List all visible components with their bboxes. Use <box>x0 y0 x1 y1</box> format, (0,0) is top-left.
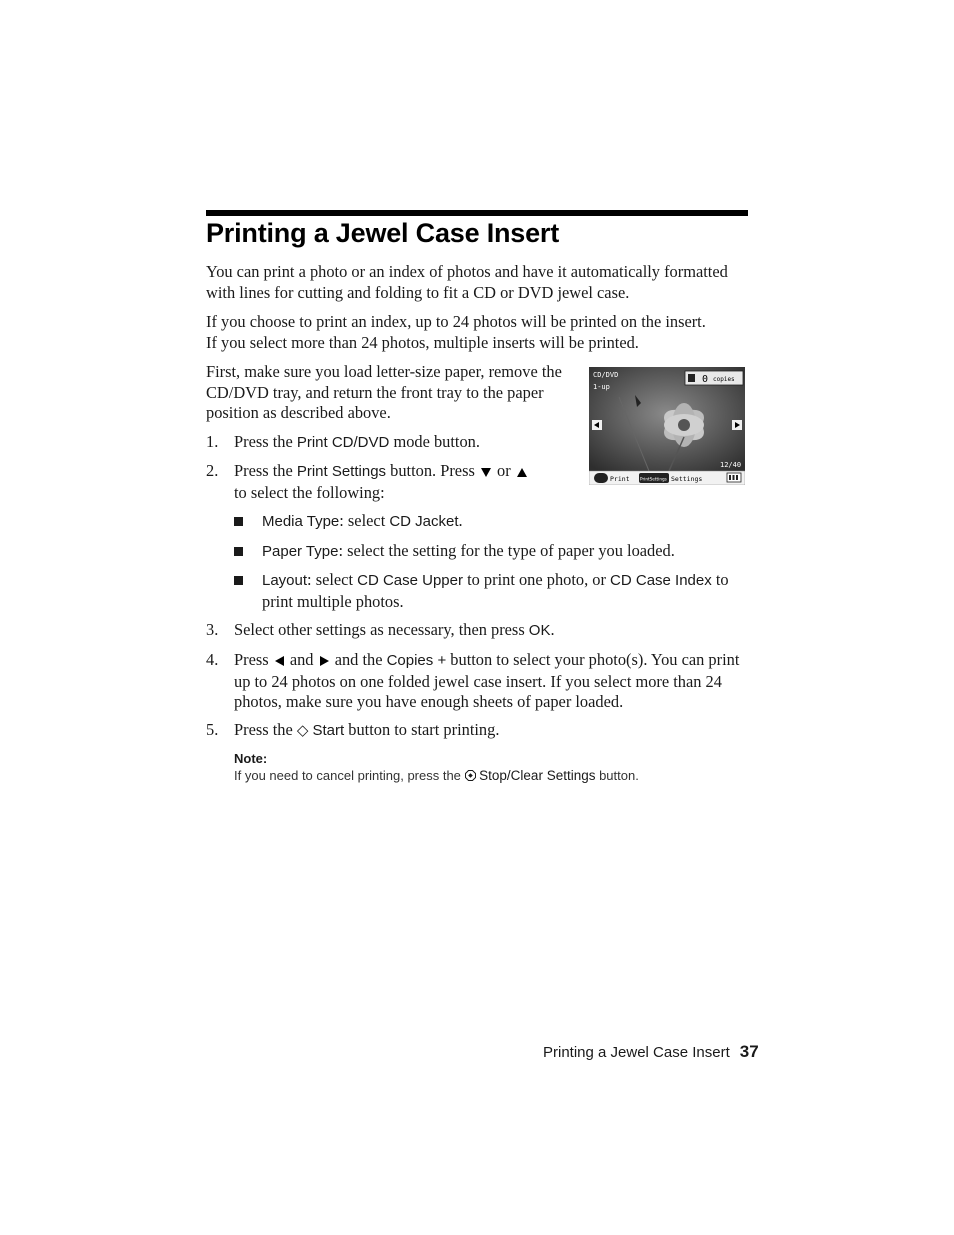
intro-paragraph-1 <box>206 262 728 303</box>
ui-term: Start <box>312 722 345 739</box>
intro-paragraph-2 <box>206 312 706 353</box>
footer-title: Printing a Jewel Case Insert <box>543 1044 730 1061</box>
step-number: 4. <box>206 650 219 669</box>
lcd-counter: 12/40 <box>720 461 742 469</box>
text-line: If you select more than 24 photos, multiple inserts will be printed. <box>206 332 639 352</box>
text-line: You can print a photo or an index of photos and have it automatically formatted <box>206 262 728 281</box>
lcd-print-label: Print <box>610 475 630 483</box>
text-line: position as described above. <box>206 403 391 422</box>
page-title: Printing a Jewel Case Insert <box>206 218 560 248</box>
print-settings-button-text: PrintSettings <box>640 476 667 482</box>
text-line: First, make sure you load letter-size paper, remove the <box>206 362 562 381</box>
left-arrow-icon <box>275 656 284 666</box>
ui-term: Copies + <box>386 652 447 669</box>
page-footer <box>543 1042 780 1062</box>
bullet-text: Layout: select CD Case Upper to print one photo, or CD Case Index to print multiple photos. <box>262 570 729 611</box>
step-text: Press the ◇ Start button to start printing. <box>234 720 500 739</box>
ui-term: Print CD/DVD <box>296 434 390 451</box>
bullet-square-icon <box>234 576 243 585</box>
copies-arrows-icon <box>688 374 695 382</box>
step-text: Press and and the Copies + button to select your photo(s). You can print up to 24 photos on one folded jewel case insert. If you select more than 24 photos, make sure you have enough sheets of paper loaded. <box>234 650 740 711</box>
note-label: Note: <box>234 751 268 766</box>
step-number: 5. <box>206 720 219 739</box>
note-text: If you need to cancel printing, press the Stop/Clear Settings button. <box>234 768 639 783</box>
ui-term: Print Settings <box>296 463 387 480</box>
copies-value: 0 <box>702 374 709 385</box>
start-button-icon <box>594 473 608 483</box>
start-diamond-icon: ◇ <box>296 722 309 739</box>
heading-rule <box>206 210 748 216</box>
step-text: Press the Print Settings button. Press or to select the following: <box>234 461 529 503</box>
ui-term: OK <box>528 622 551 639</box>
stop-icon <box>465 770 476 781</box>
step-number: 1. <box>206 432 219 451</box>
step-text: Press the Print CD/DVD mode button. <box>234 432 480 451</box>
text-line: If you choose to print an index, up to 24 photos will be printed on the insert. <box>206 312 706 331</box>
right-arrow-icon <box>320 656 329 666</box>
bullet-text: Media Type: select CD Jacket. <box>262 511 463 530</box>
lcd-settings-label: Settings <box>671 475 703 483</box>
text-line: with lines for cutting and folding to fit a CD or DVD jewel case. <box>206 282 630 302</box>
lcd-layout-text: 1-up <box>593 383 610 391</box>
step-text: Select other settings as necessary, then press OK. <box>234 620 555 639</box>
text-line: CD/DVD tray, and return the front tray to the paper <box>206 382 544 402</box>
lcd-mode-text: CD/DVD <box>593 371 619 379</box>
step-number: 2. <box>206 461 219 480</box>
ui-term: Stop/Clear Settings <box>479 768 596 783</box>
step-number: 3. <box>206 620 219 639</box>
bullet-square-icon <box>234 517 243 526</box>
intro-paragraph-3 <box>206 362 562 424</box>
bullet-text: Paper Type: select the setting for the type of paper you loaded. <box>262 541 675 560</box>
copies-label: copies <box>713 376 735 383</box>
bullet-square-icon <box>234 547 243 556</box>
up-arrow-icon <box>517 468 527 477</box>
page-number: 37 <box>739 1042 759 1061</box>
lcd-screen-image <box>589 367 745 485</box>
down-arrow-icon <box>481 468 491 477</box>
